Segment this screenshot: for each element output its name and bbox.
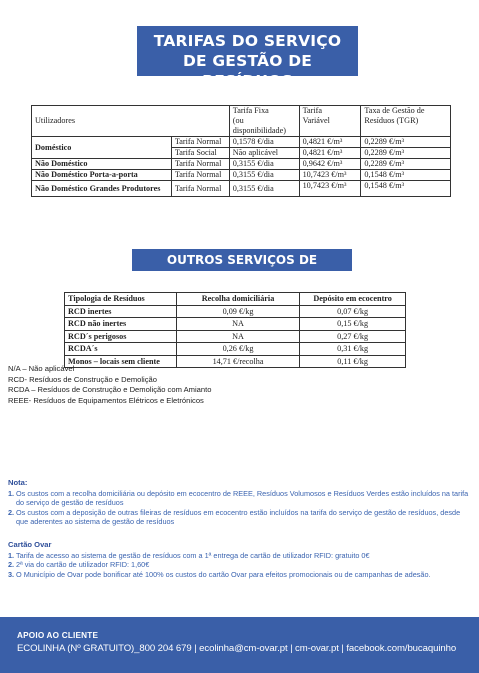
cell-fixa: 0,3155 €/dia <box>229 170 299 181</box>
cell-type: Tarifa Normal <box>171 181 229 197</box>
cell-recolha: 14,71 €/recolha <box>176 355 299 368</box>
abbreviation-item: RCDA – Resíduos de Construção e Demolição com Amianto <box>8 385 212 394</box>
customer-support-footer <box>0 617 479 673</box>
header-text: Tarifa Fixa <box>232 106 269 115</box>
cell-type: Tarifa Normal <box>171 137 229 148</box>
table-header-row <box>65 293 406 306</box>
cell-tgr: 0,2289 €/m³ <box>361 148 451 159</box>
cell-fixa: 0,3155 €/dia <box>229 181 299 197</box>
cell-user: Não Doméstico <box>32 159 172 170</box>
item-text: Tarifa de acesso ao sistema de gestão de resíduos com a 1ª entrega de cartão de utilizador RFID: gratuito 0€ <box>16 550 370 560</box>
cell-variavel: 10,7423 €/m³ <box>299 170 361 181</box>
header-text: Resíduos (TGR) <box>364 116 419 125</box>
header-text: Taxa de Gestão de <box>364 106 425 115</box>
abbreviation-item: N/A – Não aplicável <box>8 364 75 373</box>
header-utilizadores: Utilizadores <box>32 106 230 137</box>
item-text: Os custos com a recolha domiciliária ou depósito em ecocentro de REEE, Resíduos Volumosos e Resíduos Verdes estão incluídos na tarifa do serviço de gestão de resíduos <box>16 488 469 508</box>
header-recolha: Recolha domiciliária <box>176 293 299 306</box>
item-number: 1. <box>8 550 15 560</box>
cell-fixa: Não aplicável <box>229 148 299 159</box>
table-row <box>32 181 451 197</box>
cell-recolha: 0,26 €/kg <box>176 343 299 356</box>
table-row <box>32 170 451 181</box>
list-item <box>8 551 470 561</box>
item-number: 2. <box>8 560 15 570</box>
header-deposito: Depósito em ecocentro <box>300 293 406 306</box>
list-item <box>8 560 470 570</box>
item-number: 1. <box>8 488 15 498</box>
cell-deposito: 0,15 €/kg <box>300 318 406 331</box>
cell-deposito: 0,31 €/kg <box>300 343 406 356</box>
cell-variavel: 0,4821 €/m³ <box>299 137 361 148</box>
cell-tipologia: RCDA´s <box>65 343 177 356</box>
list-item <box>8 570 470 580</box>
cell-variavel: 0,4821 €/m³ <box>299 148 361 159</box>
abbreviation-item: REEE- Resíduos de Equipamentos Elétricos e Eletrónicos <box>8 395 204 405</box>
item-number: 2. <box>8 507 15 517</box>
table-row <box>32 137 451 148</box>
cell-user: Não Doméstico Porta-a-porta <box>32 170 172 181</box>
cell-recolha: 0,09 €/kg <box>176 305 299 318</box>
item-text: O Município de Ovar pode bonificar até 100% os custos do cartão Ovar para efeitos promocionais ou de campanhas de adesão. <box>16 569 431 579</box>
cell-tipologia: Monos – locais sem cliente <box>65 355 177 368</box>
nota-heading: Nota: <box>8 478 28 487</box>
header-text: disponibilidade) <box>232 126 286 135</box>
page-title-line2: DE GESTÃO DE RESÍDUOS <box>182 52 313 90</box>
cell-recolha: NA <box>176 318 299 331</box>
cell-deposito: 0,27 €/kg <box>300 330 406 343</box>
cell-variavel: 10,7423 €/m³ <box>299 181 361 197</box>
table-header-row <box>32 106 451 137</box>
item-text: Os custos com a deposição de outras fileiras de resíduos em ecocentro estão incluídos na tarifa do serviço de gestão de resíduos, desde que aderentes ao sistema de gestão de resíduos <box>16 507 461 527</box>
footer-heading: APOIO AO CLIENTE <box>17 631 99 640</box>
cell-fixa: 0,1578 €/dia <box>229 137 299 148</box>
table-row <box>32 159 451 170</box>
footer-contact-line: ECOLINHA (Nº GRATUITO)_800 204 679 | ecolinha@cm-ovar.pt | cm-ovar.pt | facebook.com/bucaquinho <box>17 643 457 654</box>
header-text: (ou <box>232 116 244 125</box>
cell-user: Não Doméstico Grandes Produtores <box>32 181 172 197</box>
header-text: Tarifa <box>302 106 323 115</box>
table-row <box>65 318 406 331</box>
cell-fixa: 0,3155 €/dia <box>229 159 299 170</box>
header-tgr <box>361 106 451 137</box>
cartao-heading: Cartão Ovar <box>8 540 52 549</box>
tariff-table <box>31 105 451 197</box>
cell-tipologia: RCD inertes <box>65 305 177 318</box>
cell-deposito: 0,11 €/kg <box>300 355 406 368</box>
header-tarifa-fixa <box>229 106 299 137</box>
cell-tgr: 0,1548 €/m³ <box>361 181 451 197</box>
header-tipologia: Tipologia de Resíduos <box>65 293 177 306</box>
cell-type: Tarifa Normal <box>171 159 229 170</box>
cell-deposito: 0,07 €/kg <box>300 305 406 318</box>
table-row <box>65 305 406 318</box>
cell-user: Doméstico <box>32 137 172 159</box>
list-item <box>8 508 470 527</box>
cell-type: Tarifa Normal <box>171 170 229 181</box>
cell-type: Tarifa Social <box>171 148 229 159</box>
outros-servicos-banner: OUTROS SERVIÇOS DE RESÍDUOS <box>132 249 352 271</box>
page-title-banner <box>137 26 358 90</box>
item-number: 3. <box>8 569 15 579</box>
cell-tgr: 0,2289 €/m³ <box>361 137 451 148</box>
header-tarifa-variavel <box>299 106 361 137</box>
page-title-line1: TARIFAS DO SERVIÇO <box>153 32 342 50</box>
abbreviation-item: RCD- Resíduos de Construção e Demolição <box>8 374 157 384</box>
abbreviations-list <box>8 364 211 406</box>
nota-section <box>8 478 470 527</box>
cell-tgr: 0,1548 €/m³ <box>361 170 451 181</box>
cartao-ovar-section <box>8 540 470 579</box>
table-row <box>65 343 406 356</box>
table-row <box>65 330 406 343</box>
cell-recolha: NA <box>176 330 299 343</box>
list-item <box>8 489 470 508</box>
item-text: 2ª via do cartão de utilizador RFID: 1,60€ <box>16 560 150 570</box>
other-services-table <box>64 292 406 368</box>
cell-variavel: 0,9642 €/m³ <box>299 159 361 170</box>
cell-tgr: 0,2289 €/m³ <box>361 159 451 170</box>
cell-tipologia: RCD´s perigosos <box>65 330 177 343</box>
header-text: Variável <box>302 116 330 125</box>
cell-tipologia: RCD não inertes <box>65 318 177 331</box>
